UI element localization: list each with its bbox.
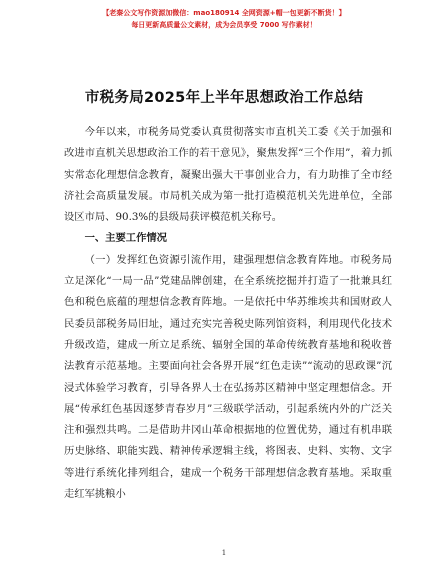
section-paragraph: （一）发挥红色资源引流作用，建强理想信念教育阵地。市税务局立足深化“一局一品”党建品牌创建，在全系统挖掘并打造了一批兼具红色和税色底蕴的理想信念教育阵地。一是依托中华苏维埃共和国财政人民委员部税务局旧址，通过充实完善税史陈列馆资料，利用现代化技术升级改造，建成一所立足系统、辐射全国的革命传统教育基地和税收普法教育示范基地。主要面向社会各界开展“红色走读”“流动的思政课”沉浸式体验学习教育，引导各界人士在弘扬苏区精神中坚定理想信念。开展“传承红色基因逐梦青春岁月”三级联学活动，引起系统内外的广泛关注和强烈共鸣。二是借助井冈山革命根据地的位置优势，通过有机串联历史脉络、职能实践、精神传承逻辑主线，将图表、史料、实物、文字等进行系统化排列组合，建成一个税务干部理想信念教育基地。采取重走红军挑粮小 [64,253,392,501]
promo-banner-line-2: 每日更新高质量公文素材，成为会员享受 7000 写作素材！ [131,21,317,29]
document-body [64,122,392,505]
document-title: 市税务局2025年上半年思想政治工作总结 [84,90,364,106]
page-number: 1 [221,549,227,557]
promo-banner-line-1: 【老秦公文写作资源加微信：mao180914 全网资源+帽一包更新不断货！】 [102,9,346,17]
intro-paragraph: 今年以来，市税务局党委认真贯彻落实市直机关工委《关于加强和改进市直机关思想政治工作的若干意见》，聚焦发挥“三个作用”，着力抓实常态化理想信念教育，凝聚出强大干事创业合力，有力助推了全市经济社会高质量发展。市局机关成为第一批打造模范机关先进单位，全部设区市局、90.3%的县级局获评模范机关称号。 [64,126,392,224]
section-heading: 一、主要工作情况 [84,232,167,245]
